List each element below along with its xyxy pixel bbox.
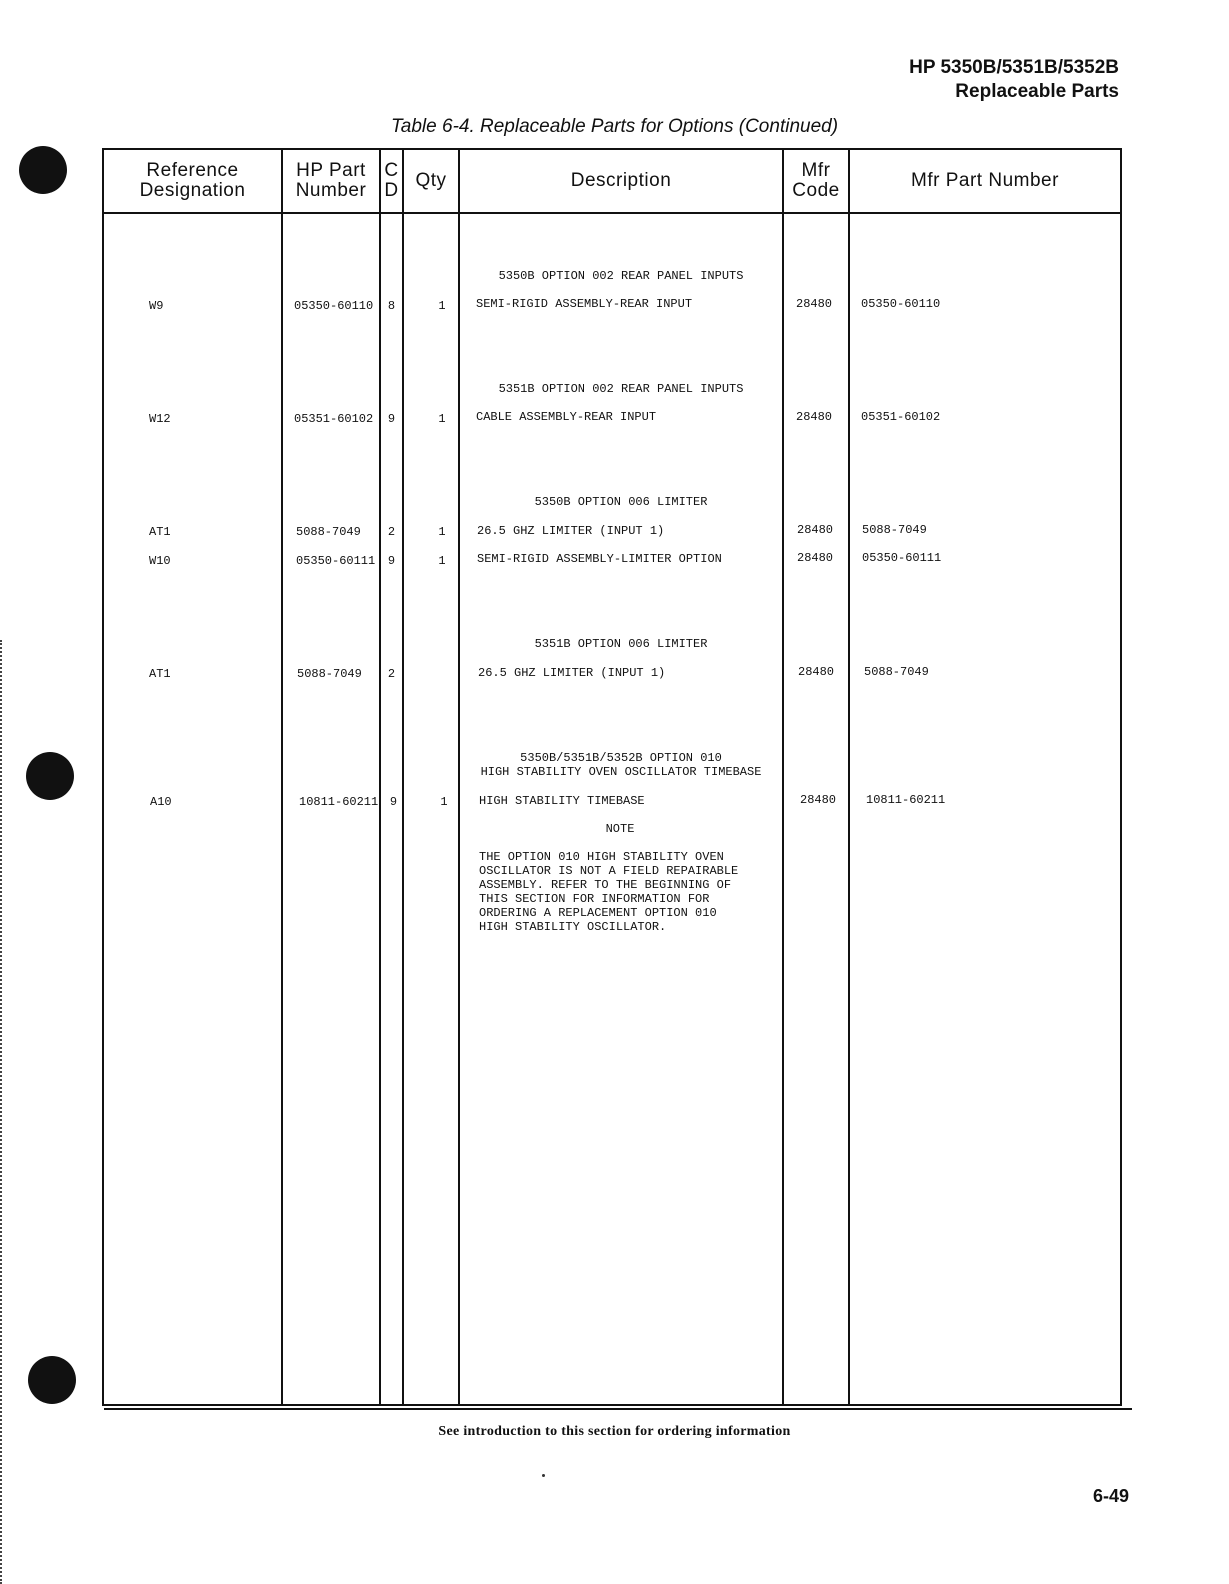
binder-hole	[26, 752, 74, 800]
col-header-qty: Qty	[415, 170, 447, 191]
mfr-code: 28480	[796, 410, 833, 424]
mfr-part-number: 05351-60102	[861, 410, 941, 424]
check-digit: 2	[387, 667, 396, 681]
description: HIGH STABILITY TIMEBASE	[479, 794, 645, 808]
group-title: 5350B OPTION 006 LIMITER	[534, 495, 708, 509]
col-header-line: D	[384, 180, 399, 201]
ref-designation: A10	[150, 795, 172, 809]
check-digit: 2	[387, 525, 396, 539]
col-header-mfr-code	[784, 150, 848, 212]
binder-hole	[19, 146, 67, 194]
check-digit: 9	[387, 412, 396, 426]
column-divider	[848, 150, 850, 1404]
col-header-line: Number	[295, 180, 367, 201]
description: SEMI-RIGID ASSEMBLY-LIMITER OPTION	[477, 552, 722, 566]
col-header-line: Mfr	[801, 160, 831, 181]
col-header-line: Code	[792, 180, 840, 201]
hp-part-number: 05351-60102	[294, 412, 374, 426]
check-digit: 9	[387, 554, 396, 568]
check-digit: 8	[387, 299, 396, 313]
check-digit: 9	[389, 795, 398, 809]
hp-part-number: 5088-7049	[296, 525, 361, 539]
col-header-description: Description	[570, 170, 672, 191]
description: CABLE ASSEMBLY-REAR INPUT	[476, 410, 657, 424]
mfr-code: 28480	[797, 551, 834, 565]
col-header-reference-designation	[104, 150, 281, 212]
quantity: 1	[440, 795, 448, 809]
mfr-part-number: 05350-60111	[862, 551, 942, 565]
note-title: NOTE	[605, 822, 635, 836]
note-text: THE OPTION 010 HIGH STABILITY OVEN OSCILLATOR IS NOT A FIELD REPAIRABLE ASSEMBLY. REFER TO THE BEGINNING OF THIS SECTION FOR INFORMATION FOR ORDERING A REPLACEMENT OPTION 010 HIGH STABILITY OSCILLATOR.	[479, 850, 739, 934]
ref-designation: W10	[149, 554, 171, 568]
column-divider	[379, 150, 381, 1404]
col-header-cd	[381, 150, 402, 212]
binder-hole	[28, 1356, 76, 1404]
mfr-code: 28480	[798, 665, 835, 679]
mfr-part-number: 05350-60110	[861, 297, 941, 311]
column-divider	[281, 150, 283, 1404]
col-header-line: Designation	[139, 180, 246, 201]
column-divider	[782, 150, 784, 1404]
header-section: Replaceable Parts	[955, 81, 1119, 102]
ordering-info-footer: See introduction to this section for ordering information	[438, 1424, 791, 1439]
group-title: 5351B OPTION 006 LIMITER	[534, 637, 708, 651]
hp-part-number: 05350-60110	[294, 299, 374, 313]
hp-part-number: 05350-60111	[296, 554, 376, 568]
group-title: 5350B/5351B/5352B OPTION 010 HIGH STABILITY OVEN OSCILLATOR TIMEBASE	[480, 751, 762, 779]
page-number: 6-49	[1092, 1486, 1129, 1506]
col-header-hp-part-number	[283, 150, 379, 212]
hp-part-number: 5088-7049	[297, 667, 362, 681]
table-caption: Table 6-4. Replaceable Parts for Options (Continued)	[390, 116, 839, 137]
ref-designation: W12	[149, 412, 171, 426]
running-header	[909, 56, 1119, 104]
quantity: 1	[438, 299, 446, 313]
col-header-line: Reference	[146, 160, 239, 181]
parts-table	[102, 148, 1122, 1406]
quantity: 1	[438, 525, 446, 539]
description: 26.5 GHZ LIMITER (INPUT 1)	[477, 524, 665, 538]
description: SEMI-RIGID ASSEMBLY-REAR INPUT	[476, 297, 693, 311]
mfr-part-number: 5088-7049	[864, 665, 929, 679]
quantity: 1	[438, 412, 446, 426]
col-header-line: C	[384, 160, 399, 181]
ref-designation: AT1	[149, 667, 171, 681]
ref-designation: AT1	[149, 525, 171, 539]
ref-designation: W9	[149, 299, 164, 313]
mfr-part-number: 5088-7049	[862, 523, 927, 537]
description: 26.5 GHZ LIMITER (INPUT 1)	[478, 666, 666, 680]
mfr-part-number: 10811-60211	[866, 793, 946, 807]
header-model: HP 5350B/5351B/5352B	[909, 57, 1119, 78]
col-header-mfr-part-number: Mfr Part Number	[911, 170, 1059, 191]
column-divider	[402, 150, 404, 1404]
hp-part-number: 10811-60211	[299, 795, 379, 809]
mfr-code: 28480	[800, 793, 837, 807]
col-header-line: HP Part	[296, 160, 366, 181]
group-title: 5350B OPTION 002 REAR PANEL INPUTS	[498, 269, 744, 283]
header-divider	[104, 212, 1120, 214]
group-title: 5351B OPTION 002 REAR PANEL INPUTS	[498, 382, 744, 396]
mfr-code: 28480	[796, 297, 833, 311]
mfr-code: 28480	[797, 523, 834, 537]
scan-speck	[542, 1474, 545, 1477]
page-edge-perforation	[0, 640, 8, 1584]
quantity: 1	[438, 554, 446, 568]
